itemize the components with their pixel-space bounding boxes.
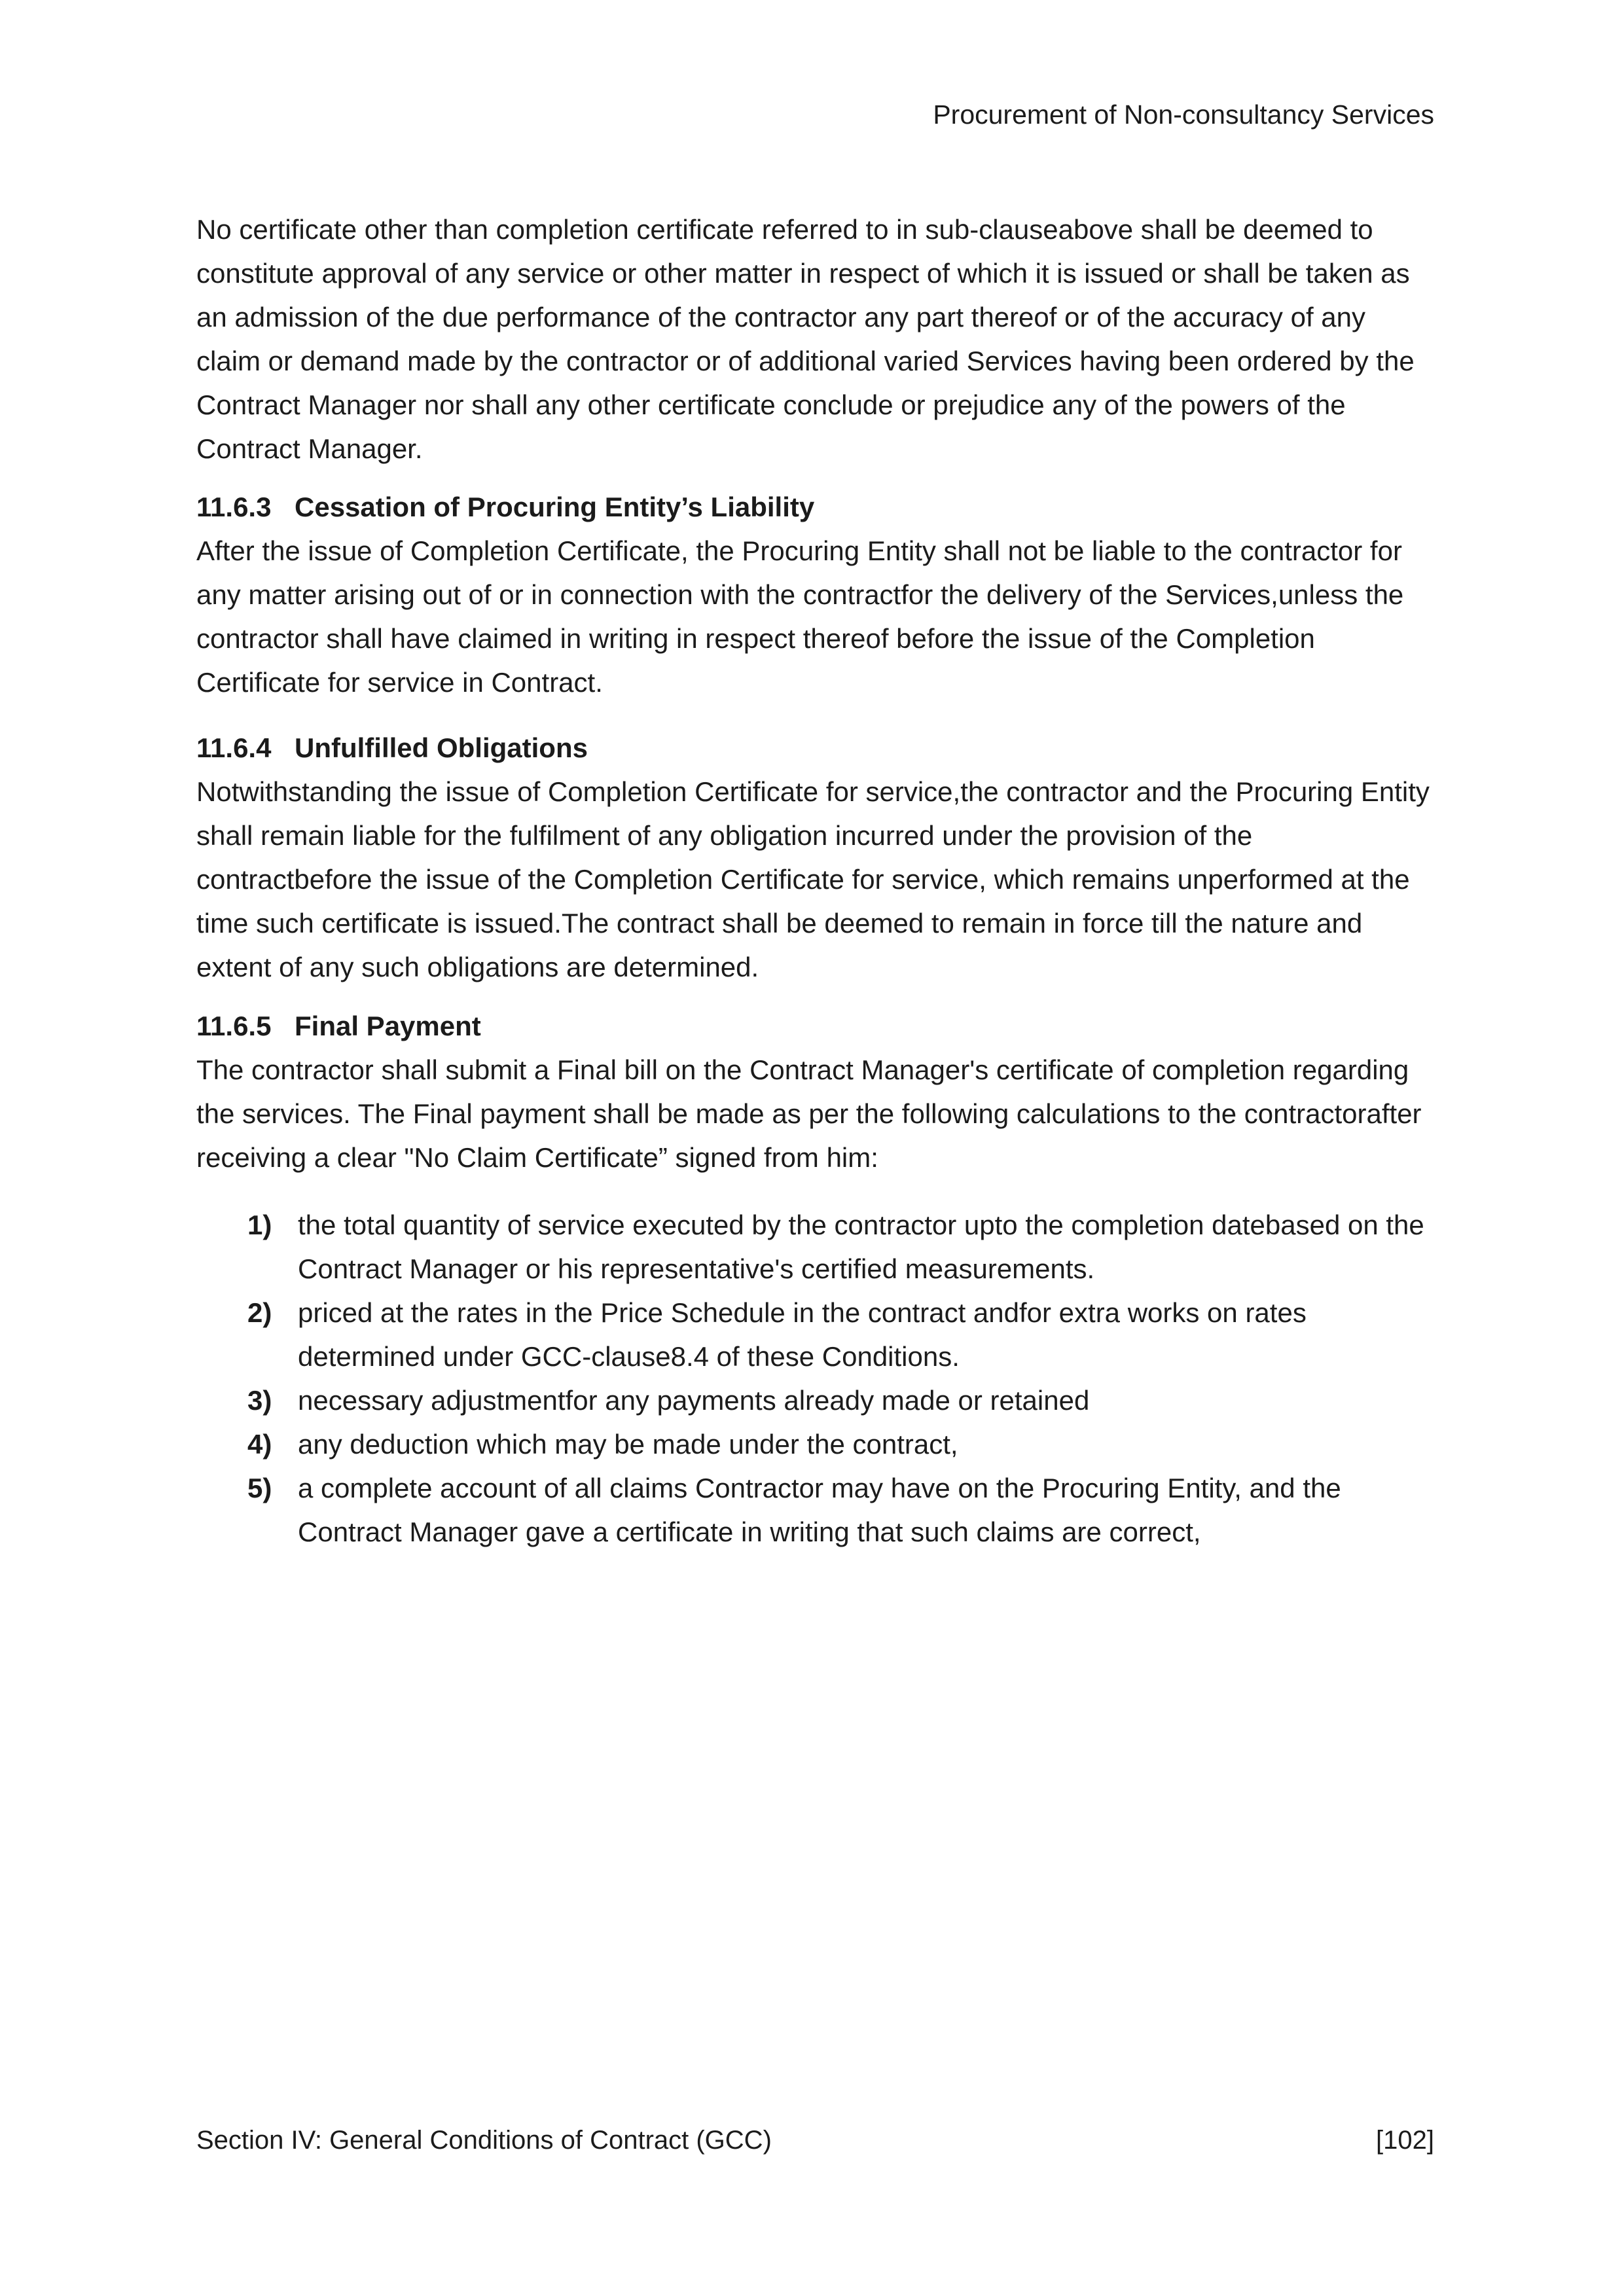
header-title: Procurement of Non-consultancy Services: [933, 99, 1434, 130]
section-heading-cessation: [196, 485, 1434, 529]
footer-page-number: [102]: [1376, 2126, 1434, 2155]
list-item-marker: 1): [247, 1210, 272, 1240]
section-number: 11.6.4: [196, 732, 272, 763]
footer-section-label: Section IV: General Conditions of Contract (GCC): [196, 2126, 772, 2155]
list-item: [196, 1378, 1434, 1422]
page-footer: [196, 2124, 1434, 2157]
section-title: Cessation of Procuring Entity’s Liability: [295, 492, 815, 522]
section-heading-final-payment: [196, 1004, 1434, 1048]
list-item-text: priced at the rates in the Price Schedule in the contract andfor extra works on rates determined under GCC-clause8.4 of these Conditions.: [298, 1297, 1307, 1372]
list-item-marker: 5): [247, 1473, 272, 1503]
list-item-text: necessary adjustmentfor any payments already made or retained: [298, 1385, 1090, 1416]
list-item-marker: 2): [247, 1297, 272, 1328]
section-paragraph-final-payment: The contractor shall submit a Final bill on the Contract Manager's certificate of completion regarding the services. The Final payment shall be made as per the following calculations to the contractorafter receiving a clear "No Claim Certificate” signed from him:: [196, 1054, 1422, 1173]
document-body: [196, 207, 1434, 1554]
list-item-text: any deduction which may be made under the contract,: [298, 1429, 958, 1460]
list-item: [196, 1422, 1434, 1466]
list-item: [196, 1466, 1434, 1554]
section-number: 11.6.3: [196, 492, 272, 522]
section-title: Unfulfilled Obligations: [295, 732, 588, 763]
final-payment-list: [196, 1203, 1434, 1554]
section-paragraph-unfulfilled-obligations: Notwithstanding the issue of Completion Certificate for service,the contractor and the Procuring Entity shall remain liable for the fulfilment of any obligation incurred under the provision of the contractbefore the issue of the Completion Certificate for service, which remains unperformed at the time such certificate is issued.The contract shall be deemed to remain in force till the nature and extent of any such obligations are determined.: [196, 776, 1430, 982]
section-heading-unfulfilled-obligations: [196, 726, 1434, 770]
list-item: [196, 1203, 1434, 1291]
page-header: [196, 98, 1434, 131]
section-number: 11.6.5: [196, 1011, 272, 1041]
list-item: [196, 1291, 1434, 1378]
section-title: Final Payment: [295, 1011, 481, 1041]
list-item-text: a complete account of all claims Contractor may have on the Procuring Entity, and the Contract Manager gave a certificate in writing that such claims are correct,: [298, 1473, 1341, 1547]
intro-paragraph: No certificate other than completion certificate referred to in sub-clauseabove shall be deemed to constitute approval of any service or other matter in respect of which it is issued or shall be taken as an admission of the due performance of the contractor any part thereof or of the accuracy of any claim or demand made by the contractor or of additional varied Services having been ordered by the Contract Manager nor shall any other certificate conclude or prejudice any of the powers of the Contract Manager.: [196, 214, 1415, 464]
list-item-text: the total quantity of service executed by the contractor upto the completion datebased on the Contract Manager or his representative's certified measurements.: [298, 1210, 1424, 1284]
list-item-marker: 4): [247, 1429, 272, 1460]
section-paragraph-cessation: After the issue of Completion Certificate, the Procuring Entity shall not be liable to the contractor for any matter arising out of or in connection with the contractfor the delivery of the Services,unless the contractor shall have claimed in writing in respect thereof before the issue of the Completion Certificate for service in Contract.: [196, 535, 1404, 698]
list-item-marker: 3): [247, 1385, 272, 1416]
